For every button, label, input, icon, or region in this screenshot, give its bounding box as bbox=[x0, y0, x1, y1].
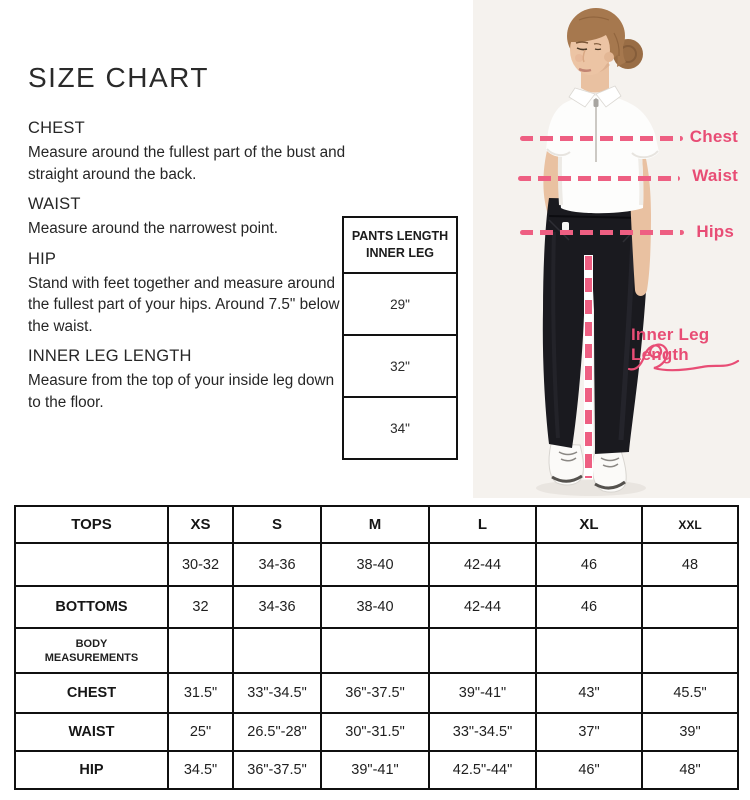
model-illustration bbox=[473, 0, 750, 498]
pants-length-value: 29" bbox=[344, 274, 456, 336]
chest-label: Chest bbox=[689, 127, 738, 146]
size-cell: 33"-34.5" bbox=[233, 673, 321, 713]
col-header-xs: XS bbox=[168, 506, 233, 543]
size-cell: 36"-37.5" bbox=[321, 673, 429, 713]
size-cell: 37" bbox=[536, 713, 642, 751]
instruction-heading: WAIST bbox=[28, 195, 81, 213]
heart-squiggle-icon bbox=[626, 341, 742, 377]
size-cell: 42-44 bbox=[429, 586, 536, 628]
row-label-text: BODY MEASUREMENTS bbox=[44, 637, 139, 664]
table-row-body-measurements bbox=[15, 628, 738, 673]
pants-length-table-header bbox=[344, 218, 456, 274]
instruction-heading: INNER LEG LENGTH bbox=[28, 347, 192, 365]
size-cell: 30-32 bbox=[168, 543, 233, 586]
waist-measure-line bbox=[518, 176, 680, 181]
size-table bbox=[14, 505, 739, 790]
pants-length-value: 34" bbox=[390, 420, 410, 436]
col-header-s: S bbox=[233, 506, 321, 543]
model-photo bbox=[473, 0, 750, 498]
table-row-waist bbox=[15, 713, 738, 751]
table-row-chest bbox=[15, 673, 738, 713]
waist-label: Waist bbox=[692, 166, 738, 185]
instruction-waist bbox=[28, 195, 350, 240]
col-header-xl: XL bbox=[536, 506, 642, 543]
table-row-hip bbox=[15, 751, 738, 789]
instruction-body: Measure around the fullest part of the bust and straight around the back. bbox=[28, 144, 346, 183]
size-cell: 32 bbox=[168, 586, 233, 628]
row-label bbox=[15, 628, 168, 673]
instruction-inner-leg bbox=[28, 347, 350, 413]
size-table-header-row bbox=[15, 506, 738, 543]
col-header-tops: TOPS bbox=[15, 506, 168, 543]
instruction-body: Stand with feet together and measure around the fullest part of your hips. Around 7.5" below the waist. bbox=[28, 274, 340, 335]
row-label: WAIST bbox=[15, 713, 168, 751]
size-cell: 26.5"-28" bbox=[233, 713, 321, 751]
row-label: BOTTOMS bbox=[15, 586, 168, 628]
table-row-bottoms bbox=[15, 586, 738, 628]
size-cell: 30"-31.5" bbox=[321, 713, 429, 751]
size-cell: 46 bbox=[536, 543, 642, 586]
size-cell: 34.5" bbox=[168, 751, 233, 789]
col-header-l: L bbox=[429, 506, 536, 543]
size-cell: 46 bbox=[536, 586, 642, 628]
size-cell: 36"-37.5" bbox=[233, 751, 321, 789]
inner-leg-measure-line bbox=[585, 256, 592, 478]
size-cell bbox=[642, 628, 738, 673]
table-row-tops-sizes bbox=[15, 543, 738, 586]
size-cell: 39"-41" bbox=[321, 751, 429, 789]
hips-measure-line bbox=[520, 230, 684, 235]
row-label: CHEST bbox=[15, 673, 168, 713]
col-header-m: M bbox=[321, 506, 429, 543]
instruction-chest bbox=[28, 119, 350, 185]
size-cell: 31.5" bbox=[168, 673, 233, 713]
size-cell: 43" bbox=[536, 673, 642, 713]
chest-measure-line bbox=[520, 136, 683, 141]
size-cell: 45.5" bbox=[642, 673, 738, 713]
size-cell: 39"-41" bbox=[429, 673, 536, 713]
col-header-xxl: XXL bbox=[642, 506, 738, 543]
size-cell bbox=[429, 628, 536, 673]
size-cell bbox=[233, 628, 321, 673]
measurement-instructions bbox=[28, 119, 350, 423]
pants-length-header-line1: PANTS LENGTH bbox=[351, 229, 449, 243]
size-cell: 46" bbox=[536, 751, 642, 789]
pants-length-value: 32" bbox=[344, 336, 456, 398]
instruction-hip bbox=[28, 250, 350, 338]
size-cell: 48" bbox=[642, 751, 738, 789]
size-cell bbox=[536, 628, 642, 673]
size-cell: 34-36 bbox=[233, 543, 321, 586]
pants-length-table bbox=[342, 216, 458, 460]
size-cell: 38-40 bbox=[321, 543, 429, 586]
size-cell bbox=[642, 586, 738, 628]
hips-label: Hips bbox=[696, 222, 734, 241]
instruction-body: Measure from the top of your inside leg down to the floor. bbox=[28, 372, 335, 411]
size-cell: 48 bbox=[642, 543, 738, 586]
row-label: HIP bbox=[15, 751, 168, 789]
instruction-body: Measure around the narrowest point. bbox=[28, 220, 278, 237]
pants-length-header-line2: INNER LEG bbox=[365, 246, 435, 260]
size-cell: 42.5"-44" bbox=[429, 751, 536, 789]
size-cell bbox=[321, 628, 429, 673]
page-title: SIZE CHART bbox=[28, 62, 209, 93]
size-cell: 39" bbox=[642, 713, 738, 751]
size-cell: 38-40 bbox=[321, 586, 429, 628]
size-cell bbox=[168, 628, 233, 673]
instruction-heading: CHEST bbox=[28, 119, 85, 137]
size-cell: 33"-34.5" bbox=[429, 713, 536, 751]
inner-leg-label: Inner Leg Length bbox=[631, 325, 710, 364]
size-cell: 42-44 bbox=[429, 543, 536, 586]
size-cell: 34-36 bbox=[233, 586, 321, 628]
instruction-heading: HIP bbox=[28, 249, 57, 268]
size-cell: 25" bbox=[168, 713, 233, 751]
row-label bbox=[15, 543, 168, 586]
